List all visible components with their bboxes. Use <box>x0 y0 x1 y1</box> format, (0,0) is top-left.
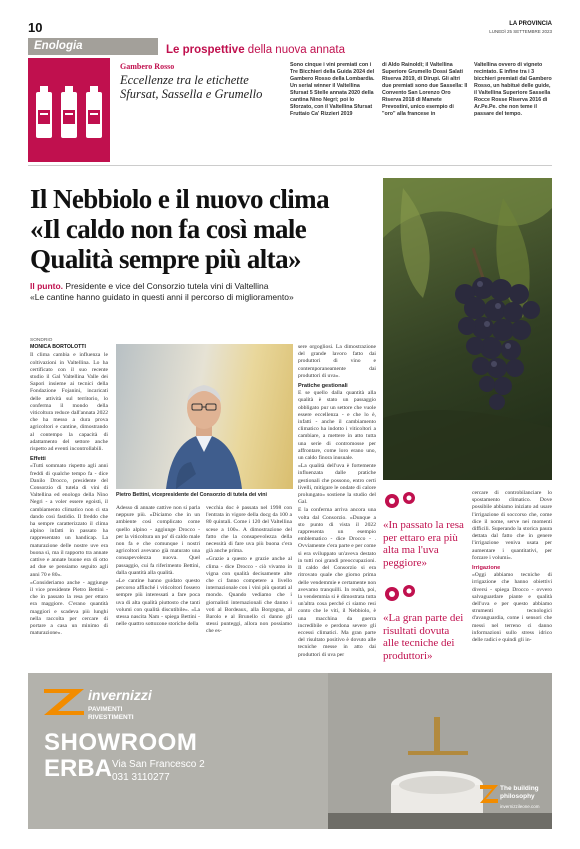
byline-place: SONDRIO <box>30 338 53 343</box>
ad-tagline: PAVIMENTI RIVESTIMENTI <box>88 706 134 721</box>
article-column-4: sere orgogliosi. La dimostrazione del grande lavoro fatto dai produttori di vino e contemporaneamente dai produttori di uva». Pratiche gestionali E se quello dalla quantità alla qualità è stato un passaggio obbligato pur un settore che vuole essere eccellenza - e che lo è, infatti - anche il cambiamento climatico ha indotto i viticoltori a cambiare, a mettere in atto tutta una serie di contromosse per affrontare, come loro erano uno, un caldo finora inusuale. «La qualità dell'uva è fortemente influenzata dalle pratiche gestionali che possono, entro certi livelli, mitigare le ondate di calore prolungato» sostiene la studio del Gal. E la conferma arriva ancora una volta dal Consorzio. «Dunque a sto punto di vista il 2022 rappresenta un esempio emblematico - dice Drocco - . Ovviamente c'era parte e per come si era sviluppato un'aveva destato in tutti noi grandi preoccupazioni. Il caldo del Consorzio si era ritrovato quale che giorno prima delle vendemmie e certamente non avevamo tranquilli. In realtà, poi, la vendemmia si è dimostrata tutta un'altra cosa perché ci siamo resi conto che le viti, il Nebbiolo, è una macchina da guerra incredibile e perdona severe gli eccessi climatici. Ma gran parte del risultato positivo è dovuto alle tecniche messe in atto dai produttori di uva per <box>298 344 376 658</box>
article-column-1: SONDRIO MONICA BORTOLOTTI Il clima cambia e influenza le coltivazioni in Valtellina. Lo ha certificato con il suo recente studio il Gal Valtellina Valle dei Sapori insieme ai tecnici della Fondazione Fojanini, incaricati delle attività sul territorio, lo conferma il mondo della viticoltura reduce dall'annata 2022 che ha messo a dura prova agricoltori e cantine, dimostrando al contempo la capacità di adattamento del settore anche rispetto ad eventi incontrollabili. Effetti «Tutti sommato rispetto agli anni freddi di qualche tempo fa - dice Danilo Drocco, presidente del Consorzio di tutela di vini di Valtellina ed enologo della Nino Negri - a voler essere egoisti, il cambiamento climatico non ci sta dando così fastidio. Il freddo che ha sempre caratterizzato il clima alpino infatti in passato ha rappresentato un handicap. La maturazione delle nostre uve era buona sì, ma il rapporto tra annate cattive e annate buone era di otto ad due se pensiamo seguito agli anni 70 e 80». «Consideriamo anche - aggiunge il vice presidente Pietro Bettini - che in passato la resa per ettaro era maggiore. C'erano quantità maggiori e scadeva più lunghi nella raccolta per cercare di portare a casa un minimo di maturazione». <box>30 338 108 637</box>
grapes-icon <box>383 178 552 480</box>
teaser-col-1: Sono cinque i vini premiati con i Tre Bicchieri della Guida 2024 del Gambero Rosso della Lombardia. Un serial winner il Valtellina Sfursat 5 Stelle annata 2020 della cantina Nino Negri; poi lo Sforzato, con il Valtellina Sfursat Fruttaio Ca' Rizzieri 2019 <box>290 62 375 117</box>
newspaper-name: LA PROVINCIA <box>509 21 552 27</box>
ad-address: Via San Francesco 2 <box>112 759 205 770</box>
photo-caption: Pietro Bettini, vicepresidente del Consorzio di tutela dei vini <box>116 492 267 498</box>
teaser-graphic <box>28 58 110 162</box>
brand-logo-icon <box>44 689 84 715</box>
ad-city: ERBA <box>44 755 113 782</box>
teaser-title: Eccellenze tra le etichette Sfursat, Sassella e Grumello <box>120 73 263 101</box>
grapes-photo <box>383 178 552 480</box>
gear-icon <box>383 490 419 512</box>
teaser-col-3: Valtellina ovvero di vigneto recintato. E infine tra i 3 bicchieri premiati dal Gambero Rosso, un habitué delle guide, il Valtellina Superiore Sassella Rocce Rosse Riserva 2016 di Ar.Pe.Pe. che non teme il passare del tempo. <box>474 62 552 117</box>
ad-slogan: The building philosophy <box>500 785 539 800</box>
teaser-box <box>28 58 552 166</box>
wine-bottles-icon <box>28 58 110 162</box>
brand-mark-icon <box>480 785 498 803</box>
page-number: 10 <box>28 20 43 35</box>
ad-brand: invernizzi <box>88 687 152 703</box>
quote-2: «La gran parte dei risultati dovuta alle tecniche dei produttori» <box>383 612 464 662</box>
section-label: Enologia <box>34 40 83 52</box>
issue-date: LUNEDÌ 25 SETTEMBRE 2023 <box>489 29 552 34</box>
quotes-column <box>383 490 467 667</box>
article-column-6: cercare di controbilanciare lo spostamento climatico. Dove possibile abbiamo iniziato ad usare l'irrigazione di soccorso che, come dice il nome, serve nei momenti difficili. Superando la storica paura dettata dal fatto che in genere l'irrigazione veniva usata per aumentare i quantitativi, per forzare i volumi». Irrigazione «Oggi abbiamo tecniche di irrigazione che hanno obiettivi diversi - spiega Drocco - ovvero salvaguardare piante e qualità dell'uva e per questo abbiamo strumenti tecnologici d'avanguardia, come i sensori che messi nel terreno ci danno informazioni sullo stress idrico delle radici e quindi gli in- <box>472 490 552 644</box>
subhead-effetti: Effetti <box>30 456 46 463</box>
ad-showroom: SHOWROOM <box>44 729 198 756</box>
subhead-pratiche: Pratiche gestionali <box>298 383 348 390</box>
article-column-3: vecchia doc è passata nel 1998 con l'entrata in vigore della docg da 100 a 80 quintali. Come i 120 del Valtellina scese a 100». A dimostrazione del fatto che la consapevolezza della necessità di fare uva più buona c'era già anche prima. «Grazie a questo e grazie anche al clima - dice Drocco - ciò vivamo in vigna con qualità decisamente alte che ci fanno competere a livello internazionale con i vini più quotati al mondo. Quando vediamo che i giornalisti internazionali che danno i voti al Bordeaux, alla Borgogna, al Barolo e al Brunello ci danno gli stessi punteggi, allora non possiamo che es- <box>206 505 292 635</box>
advertisement[interactable] <box>28 673 552 829</box>
section-headline: Le prospettive della nuova annata <box>158 38 552 55</box>
section-bar <box>28 38 552 55</box>
main-headline: Il Nebbiolo e il nuovo clima «Il caldo non fa così male Qualità sempre più alta» <box>30 184 329 274</box>
subhead-irrigazione: Irrigazione <box>472 565 501 572</box>
byline-author: MONICA BORTOLOTTI <box>30 344 86 351</box>
gear-icon <box>383 583 419 605</box>
person-icon <box>116 344 293 489</box>
portrait-photo <box>116 344 293 489</box>
teaser-kicker: Gambero Rosso <box>120 62 175 71</box>
quote-1: «In passato la resa per ettaro era più alta ma l'uva peggiore» <box>383 519 464 569</box>
article-column-2: Adesso di annate cattive non si parla neppure più. «Diciamo che in un ambiente così complicato come quello alpino - aggiunge Drocco - per la viticoltura un po' di caldo male non fa e che comunque i nostri agricoltori avevano già maturato una consapevolezza nuova. Quel passaggio, cui fa riferimento Bettini, dalla quantità alla qualità. «Le cantine hanno guidato questo percorso affinché i viticoltori fossero sempre più interessati a fare poca uva di alta qualità piuttosto che tanti volumi con qualità discutibile». «La stessa nascita Nam - spiega Bettini - nelle quattro sottozone storiche della <box>116 505 200 628</box>
teaser-col-2: di Aldo Rainoldi; il Valtellina Superiore Grumello Dossi Salati Riserva 2019, di Dirupi. Gli altri due premiati sono due Sassella: Il Convento San Lorenzo Oro Riserva 2018 di Mamete Prevostini, unico esempio di "oro" alla francese in <box>382 62 468 117</box>
ad-website[interactable]: invernizzileone.com <box>500 804 540 809</box>
ad-phone[interactable]: 031 3110277 <box>112 772 170 783</box>
summary: Il punto. Presidente e vice del Consorzio tutela vini di Valtellina «Le cantine hanno guidato in questi anni il percorso di miglioramento» <box>30 281 294 302</box>
